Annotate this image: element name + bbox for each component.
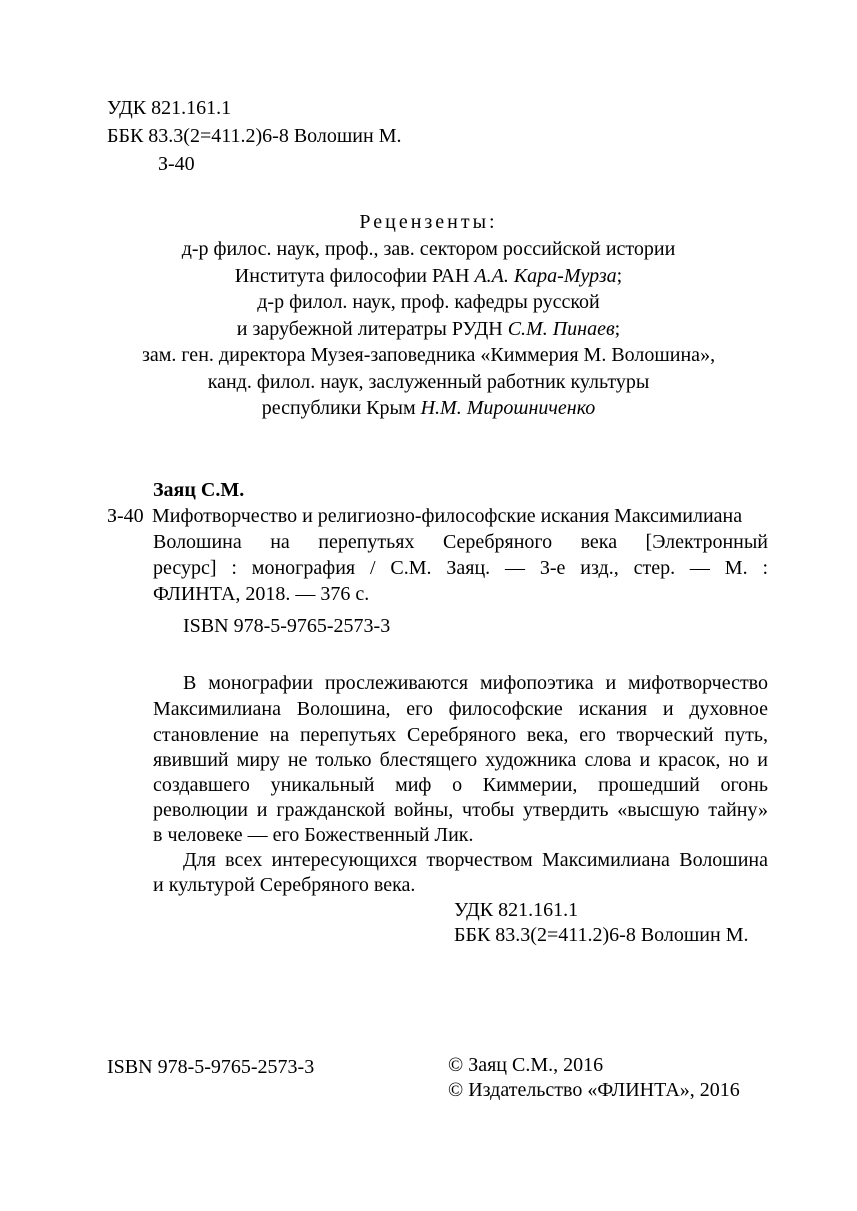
reviewer-line-text: Института философии РАН bbox=[234, 265, 475, 287]
record-title-line: Мифотворчество и религиозно-философские искания Максимилиана bbox=[152, 505, 743, 527]
record-title-line: Волошина на перепутьях Серебряного века [Электронный bbox=[153, 531, 768, 553]
record-title-line: ФЛИНТА, 2018. — 376 с. bbox=[153, 583, 370, 605]
reviewer-line-text: д-р филос. наук, проф., зав. сектором российской истории bbox=[181, 238, 676, 260]
annotation-line: революции и гражданской войны, чтобы утвердить «высшую тайну» bbox=[153, 799, 768, 821]
reviewer-line-text: и зарубежной литератры РУДН bbox=[236, 318, 508, 340]
reviewer-line-suffix: ; bbox=[616, 265, 623, 287]
bbk-header: ББК 83.3(2=411.2)6-8 Волошин М. bbox=[107, 125, 402, 147]
record-title-line: ресурс] : монография / С.М. Заяц. — 3-е изд., стер. — М. : bbox=[153, 557, 768, 579]
reviewer-line-suffix: ; bbox=[614, 318, 621, 340]
reviewer-line bbox=[0, 316, 857, 342]
audience-line: и культурой Серебряного века. bbox=[153, 874, 416, 896]
reviewer-line bbox=[0, 395, 857, 421]
footer-isbn: ISBN 978-5-9765-2573-3 bbox=[107, 1056, 315, 1078]
reviewer-line-text: республики Крым bbox=[261, 397, 421, 419]
copyright-publisher: © Издательство «ФЛИНТА», 2016 bbox=[448, 1079, 740, 1101]
reviewer-name: Н.М. Мирошниченко bbox=[420, 397, 596, 419]
annotation-line: явивший миру не только блестящего художника слова и красок, но и bbox=[153, 749, 768, 771]
annotation-line: становление на перепутьях Серебряного века, его творческий путь, bbox=[153, 724, 768, 746]
reviewers-title: Рецензенты: bbox=[359, 211, 498, 233]
reviewer-line-text: д-р филол. наук, проф. кафедры русской bbox=[257, 291, 600, 313]
annotation-line: В монографии прослеживаются мифопоэтика и мифотворчество bbox=[183, 672, 768, 694]
reviewer-line bbox=[0, 236, 857, 262]
reviewer-name: С.М. Пинаев bbox=[507, 318, 615, 340]
reviewer-name: А.А. Кара-Мурза bbox=[474, 265, 617, 287]
record-author: Заяц С.М. bbox=[153, 479, 245, 501]
udk-footer: УДК 821.161.1 bbox=[454, 899, 579, 921]
audience-line: Для всех интересующихся творчеством Максимилиана Волошина bbox=[183, 849, 768, 871]
annotation-line: создавшего уникальный миф о Киммерии, прошедший огонь bbox=[153, 774, 768, 796]
record-mark: З-40 bbox=[107, 505, 144, 527]
annotation-line: в человеке — его Божественный Лик. bbox=[153, 824, 474, 846]
record-isbn: ISBN 978-5-9765-2573-3 bbox=[183, 615, 391, 637]
reviewer-line bbox=[0, 289, 857, 315]
annotation-line: Максимилиана Волошина, его философские искания и духовное bbox=[153, 698, 768, 720]
reviewer-line bbox=[0, 342, 857, 368]
udk-header: УДК 821.161.1 bbox=[107, 97, 232, 119]
bbk-footer: ББК 83.3(2=411.2)6-8 Волошин М. bbox=[454, 924, 749, 946]
reviewer-line bbox=[0, 369, 857, 395]
reviewer-line bbox=[0, 263, 857, 289]
author-mark-header: З-40 bbox=[158, 153, 195, 175]
reviewer-line-text: зам. ген. директора Музея-заповедника «Киммерия М. Волошина», bbox=[141, 344, 716, 366]
reviewer-line-text: канд. филол. наук, заслуженный работник культуры bbox=[207, 371, 650, 393]
copyright-author: © Заяц С.М., 2016 bbox=[448, 1054, 604, 1076]
